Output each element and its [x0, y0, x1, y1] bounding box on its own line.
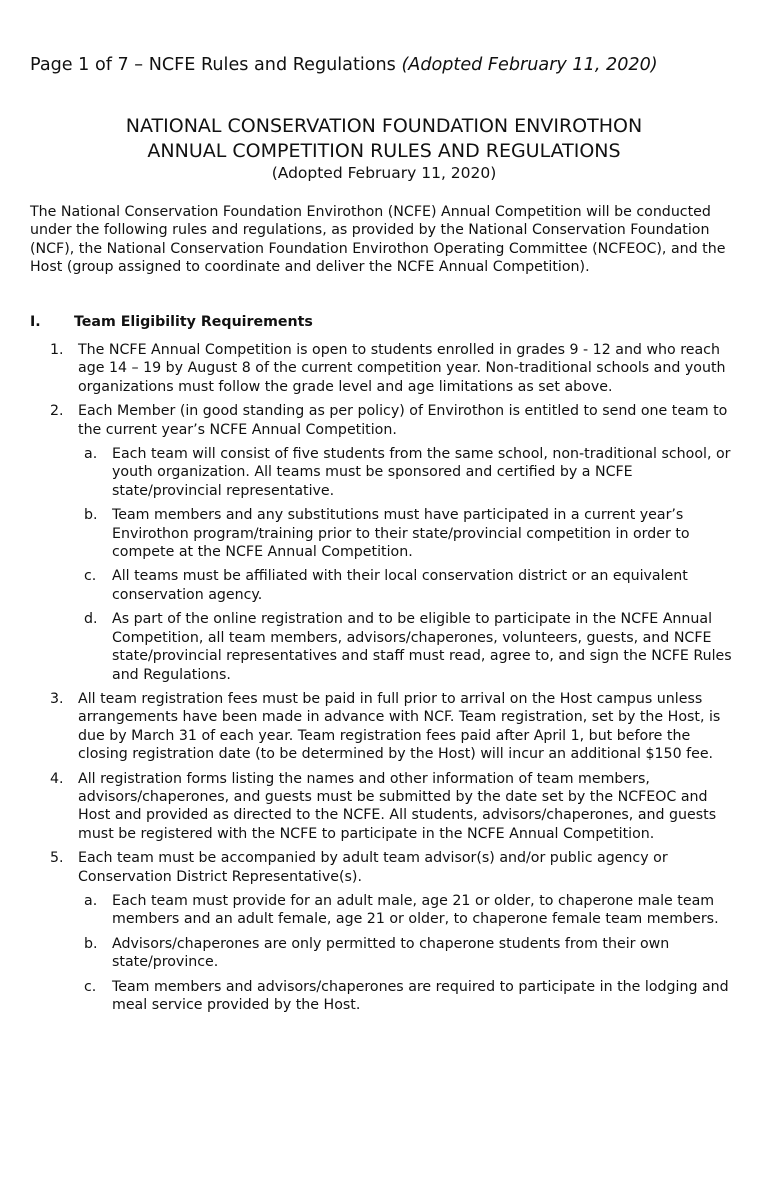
- sub-item-letter: d.: [84, 611, 98, 628]
- list-item-text: All team registration fees must be paid in full prior to arrival on the Host campus unless arrangements have been made in advance with NCF. Team registration, set by the Host, is due by March 31 of each year. Team registration fees paid after April 1, but before the closing registration date (to be determined by the Host) will incur an additional $150 fee.: [78, 690, 721, 763]
- sub-list-item: [30, 445, 742, 500]
- sub-item-text: Team members and any substitutions must have participated in a current year’s Envirothon program/training prior to their state/provincial competition in order to compete at the NCFE Annual Competition.: [112, 507, 690, 561]
- page-header-adopted: (Adopted February 11, 2020): [401, 55, 658, 75]
- list-item: [30, 770, 742, 844]
- sub-item-letter: c.: [84, 978, 97, 995]
- sub-list-item: [30, 978, 742, 1015]
- page-header-text: Page 1 of 7 – NCFE Rules and Regulations: [30, 55, 402, 75]
- title-adopted-date: (Adopted February 11, 2020): [271, 164, 497, 182]
- sub-list: [78, 445, 742, 684]
- sub-item-letter: a.: [84, 446, 98, 463]
- sub-list: [78, 892, 742, 1014]
- list-item: [30, 690, 742, 764]
- title-line-2: ANNUAL COMPETITION RULES AND REGULATIONS: [147, 139, 621, 162]
- section-heading: [30, 313, 313, 331]
- sub-item-letter: b.: [84, 507, 98, 524]
- sub-list-item: [30, 506, 742, 561]
- sub-list-item: [30, 935, 742, 972]
- page-header: [30, 54, 658, 76]
- list-item-number: 3.: [50, 690, 64, 707]
- sub-item-text: Each team will consist of five students from the same school, non-traditional school, or youth organization. All teams must be sponsored and certified by a NCFE state/provincial representative.: [112, 446, 731, 499]
- sub-list-item: [30, 892, 742, 929]
- list-item: [30, 849, 742, 1014]
- sub-item-text: Advisors/chaperones are only permitted to chaperone students from their own state/province.: [112, 935, 670, 971]
- list-item: [30, 402, 742, 684]
- list-item-text: Each Member (in good standing as per policy) of Envirothon is entitled to send one team to the current year’s NCFE Annual Competition.: [78, 403, 728, 438]
- section-title: Team Eligibility Requirements: [74, 314, 313, 330]
- sub-item-text: Team members and advisors/chaperones are required to participate in the lodging and meal service provided by the Host.: [112, 978, 729, 1013]
- sub-item-letter: c.: [84, 568, 97, 585]
- list-item: [30, 341, 742, 396]
- section-number: I.: [30, 314, 41, 330]
- list-item-text: All registration forms listing the names and other information of team members, advisors/chaperones, and guests must be submitted by the date set by the NCFEOC and Host and provided as directed to the NCFE. All students, advisors/chaperones, and guests must be registered with the NCFE to participate in the NCFE Annual Competition.: [78, 770, 717, 842]
- sub-item-letter: a.: [84, 892, 98, 909]
- list-item-number: 4.: [50, 770, 64, 787]
- list-item-number: 2.: [50, 403, 64, 420]
- list-item-number: 1.: [50, 342, 64, 358]
- intro-paragraph: The National Conservation Foundation Envirothon (NCFE) Annual Competition will be conducted under the following rules and regulations, as provided by the National Conservation Foundation (NCF), the National Conservation Foundation Envirothon Operating Committee (NCFEOC), and the Host (group assigned to coordinate and deliver the NCFE Annual Competition).: [30, 204, 726, 276]
- list-item-text: The NCFE Annual Competition is open to students enrolled in grades 9 - 12 and who reach age 14 – 19 by August 8 of the current competition year. Non-traditional schools and youth organizations must follow the grade level and age limitations as set above.: [78, 342, 726, 395]
- sub-item-text: All teams must be affiliated with their local conservation district or an equivalent conservation agency.: [112, 568, 688, 603]
- sub-list-item: [30, 567, 742, 604]
- title-line-1: NATIONAL CONSERVATION FOUNDATION ENVIROTHON: [125, 115, 643, 137]
- list-item-text: Each team must be accompanied by adult team advisor(s) and/or public agency or Conservation District Representative(s).: [78, 850, 668, 885]
- rules-list: [30, 341, 742, 1020]
- list-item-number: 5.: [50, 850, 64, 867]
- sub-item-text: As part of the online registration and to be eligible to participate in the NCFE Annual Competition, all team members, advisors/chaperones, volunteers, guests, and NCFE state/provincial representatives and staff must read, agree to, and sign the NCFE Rules and Regulations.: [112, 611, 732, 683]
- sub-item-letter: b.: [84, 935, 98, 952]
- sub-list-item: [30, 610, 742, 684]
- document-title: [0, 114, 768, 183]
- sub-item-text: Each team must provide for an adult male, age 21 or older, to chaperone male team members and an adult female, age 21 or older, to chaperone female team members.: [112, 892, 719, 928]
